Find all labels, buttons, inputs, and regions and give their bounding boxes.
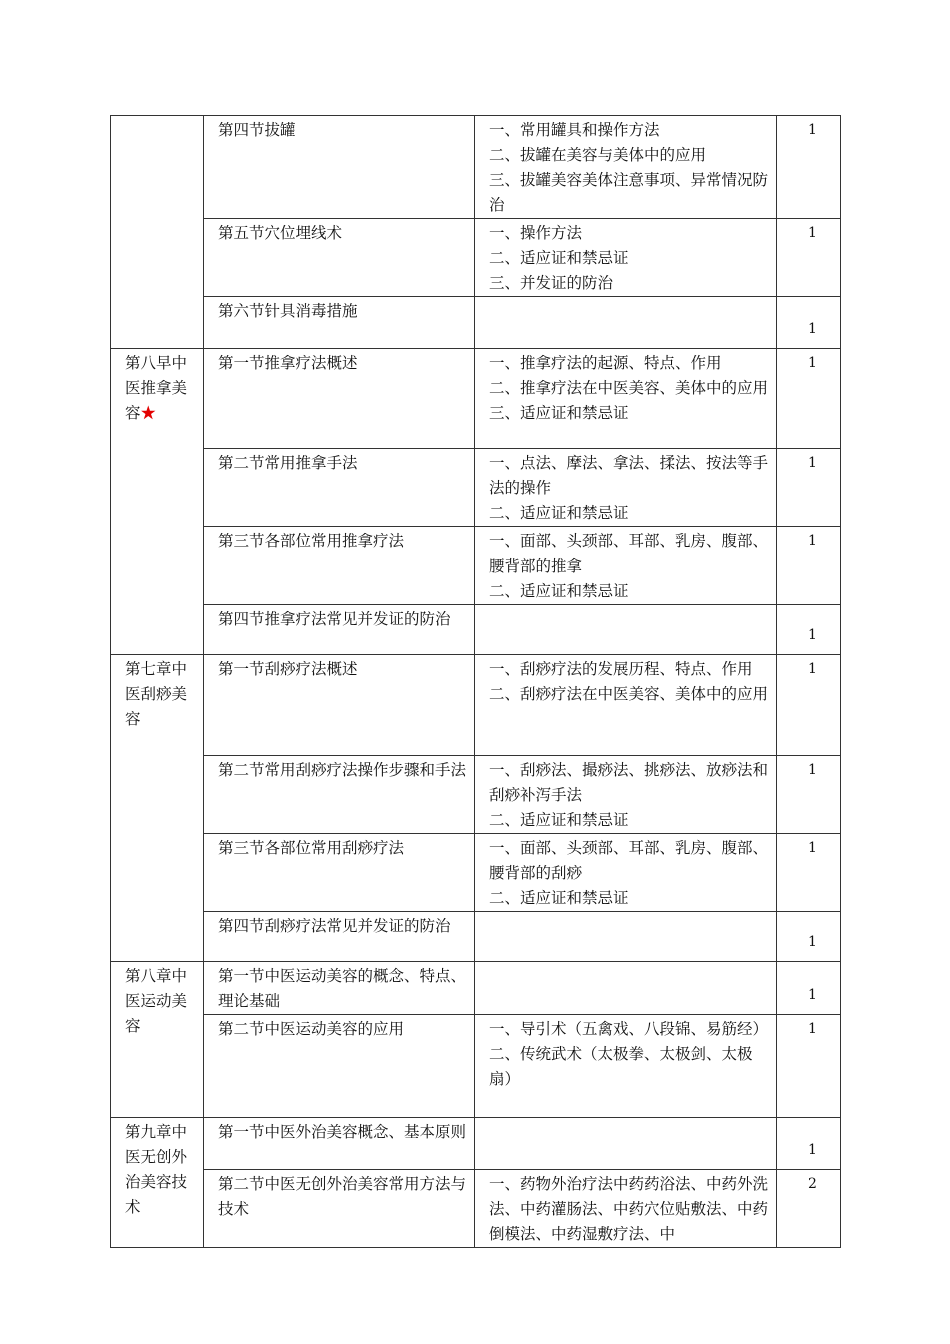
section-cell: 第三节各部位常用刮痧疗法 [204, 834, 475, 912]
hours-cell: 1 [777, 834, 841, 912]
table-row [111, 297, 841, 349]
content-cell [475, 1118, 777, 1170]
section-cell: 第二节常用推拿手法 [204, 449, 475, 527]
content-cell [475, 912, 777, 962]
content-line: 二、适应证和禁忌证 [489, 582, 629, 600]
content-cell [475, 449, 777, 527]
table-row [111, 756, 841, 834]
section-cell: 第四节拔罐 [204, 116, 475, 219]
hours-cell: 1 [777, 527, 841, 605]
table-row [111, 605, 841, 655]
content-cell [475, 655, 777, 756]
table-row [111, 449, 841, 527]
content-line: 三、适应证和禁忌证 [489, 404, 629, 422]
table-row [111, 1015, 841, 1118]
hours-cell: 1 [777, 349, 841, 449]
content-line: 一、刮痧法、撮痧法、挑痧法、放痧法和刮痧补泻手法 [489, 761, 769, 804]
content-line: 三、并发证的防治 [489, 274, 614, 292]
section-cell: 第二节常用刮痧疗法操作步骤和手法 [204, 756, 475, 834]
content-line: 一、面部、头颈部、耳部、乳房、腹部、腰背部的推拿 [489, 532, 769, 575]
content-line: 二、刮痧疗法在中医美容、美体中的应用 [489, 685, 769, 703]
hours-cell: 1 [777, 449, 841, 527]
table-row [111, 912, 841, 962]
content-line: 二、拔罐在美容与美体中的应用 [489, 146, 707, 164]
hours-cell: 1 [777, 962, 841, 1015]
content-line: 二、适应证和禁忌证 [489, 249, 629, 267]
hours-cell: 1 [777, 912, 841, 962]
content-cell [475, 527, 777, 605]
content-line: 一、刮痧疗法的发展历程、特点、作用 [489, 660, 753, 678]
content-cell [475, 219, 777, 297]
content-cell [475, 116, 777, 219]
table-row [111, 349, 841, 449]
content-line: 一、面部、头颈部、耳部、乳房、腹部、腰背部的刮痧 [489, 839, 769, 882]
section-cell: 第二节中医运动美容的应用 [204, 1015, 475, 1118]
section-cell: 第三节各部位常用推拿疗法 [204, 527, 475, 605]
content-cell [475, 756, 777, 834]
hours-cell: 1 [777, 655, 841, 756]
section-cell: 第四节推拿疗法常见并发证的防治 [204, 605, 475, 655]
content-line: 一、常用罐具和操作方法 [489, 121, 660, 139]
hours-cell: 1 [777, 1118, 841, 1170]
chapter-title: 第八早中医推拿美容 [125, 354, 188, 422]
hours-cell: 1 [777, 297, 841, 349]
table-row [111, 527, 841, 605]
section-cell: 第一节推拿疗法概述 [204, 349, 475, 449]
hours-cell: 1 [777, 605, 841, 655]
table-row [111, 962, 841, 1015]
section-cell: 第四节刮痧疗法常见并发证的防治 [204, 912, 475, 962]
content-line: 一、药物外治疗法中药药浴法、中药外洗法、中药灌肠法、中药穴位贴敷法、中药倒模法、中药湿敷疗法、中 [489, 1175, 769, 1243]
chapter-cell: 第八章中医运动美容 [111, 962, 204, 1118]
section-cell: 第六节针具消毒措施 [204, 297, 475, 349]
syllabus-table [110, 115, 841, 1248]
table-row [111, 834, 841, 912]
content-line: 一、推拿疗法的起源、特点、作用 [489, 354, 722, 372]
content-cell [475, 297, 777, 349]
section-cell: 第一节中医外治美容概念、基本原则 [204, 1118, 475, 1170]
hours-cell: 1 [777, 219, 841, 297]
section-cell: 第二节中医无创外治美容常用方法与技术 [204, 1170, 475, 1248]
content-cell [475, 1170, 777, 1248]
hours-cell: 1 [777, 1015, 841, 1118]
content-line: 二、传统武术（太极拳、太极剑、太极扇） [489, 1045, 753, 1088]
content-line: 三、拔罐美容美体注意事项、异常情况防治 [489, 171, 769, 214]
content-cell [475, 605, 777, 655]
content-line: 二、适应证和禁忌证 [489, 811, 629, 829]
content-line: 二、推拿疗法在中医美容、美体中的应用 [489, 379, 769, 397]
content-line: 一、点法、摩法、拿法、揉法、按法等手法的操作 [489, 454, 769, 497]
content-line: 二、适应证和禁忌证 [489, 889, 629, 907]
content-line: 一、导引术（五禽戏、八段锦、易筋经） [489, 1020, 769, 1038]
section-cell: 第一节中医运动美容的概念、特点、理论基础 [204, 962, 475, 1015]
star-icon: ★ [140, 404, 157, 422]
content-line: 一、操作方法 [489, 224, 583, 242]
content-cell [475, 962, 777, 1015]
table-row [111, 655, 841, 756]
table-row [111, 219, 841, 297]
table-row [111, 1118, 841, 1170]
content-cell [475, 349, 777, 449]
hours-cell: 1 [777, 756, 841, 834]
chapter-cell [111, 116, 204, 349]
section-cell: 第一节刮痧疗法概述 [204, 655, 475, 756]
hours-cell: 2 [777, 1170, 841, 1248]
chapter-cell: 第九章中医无创外治美容技术 [111, 1118, 204, 1248]
content-cell [475, 1015, 777, 1118]
content-line: 二、适应证和禁忌证 [489, 504, 629, 522]
table-row [111, 1170, 841, 1248]
section-cell: 第五节穴位埋线术 [204, 219, 475, 297]
table-row [111, 116, 841, 219]
hours-cell: 1 [777, 116, 841, 219]
chapter-cell [111, 349, 204, 655]
content-cell [475, 834, 777, 912]
chapter-cell: 第七章中医刮痧美容 [111, 655, 204, 962]
